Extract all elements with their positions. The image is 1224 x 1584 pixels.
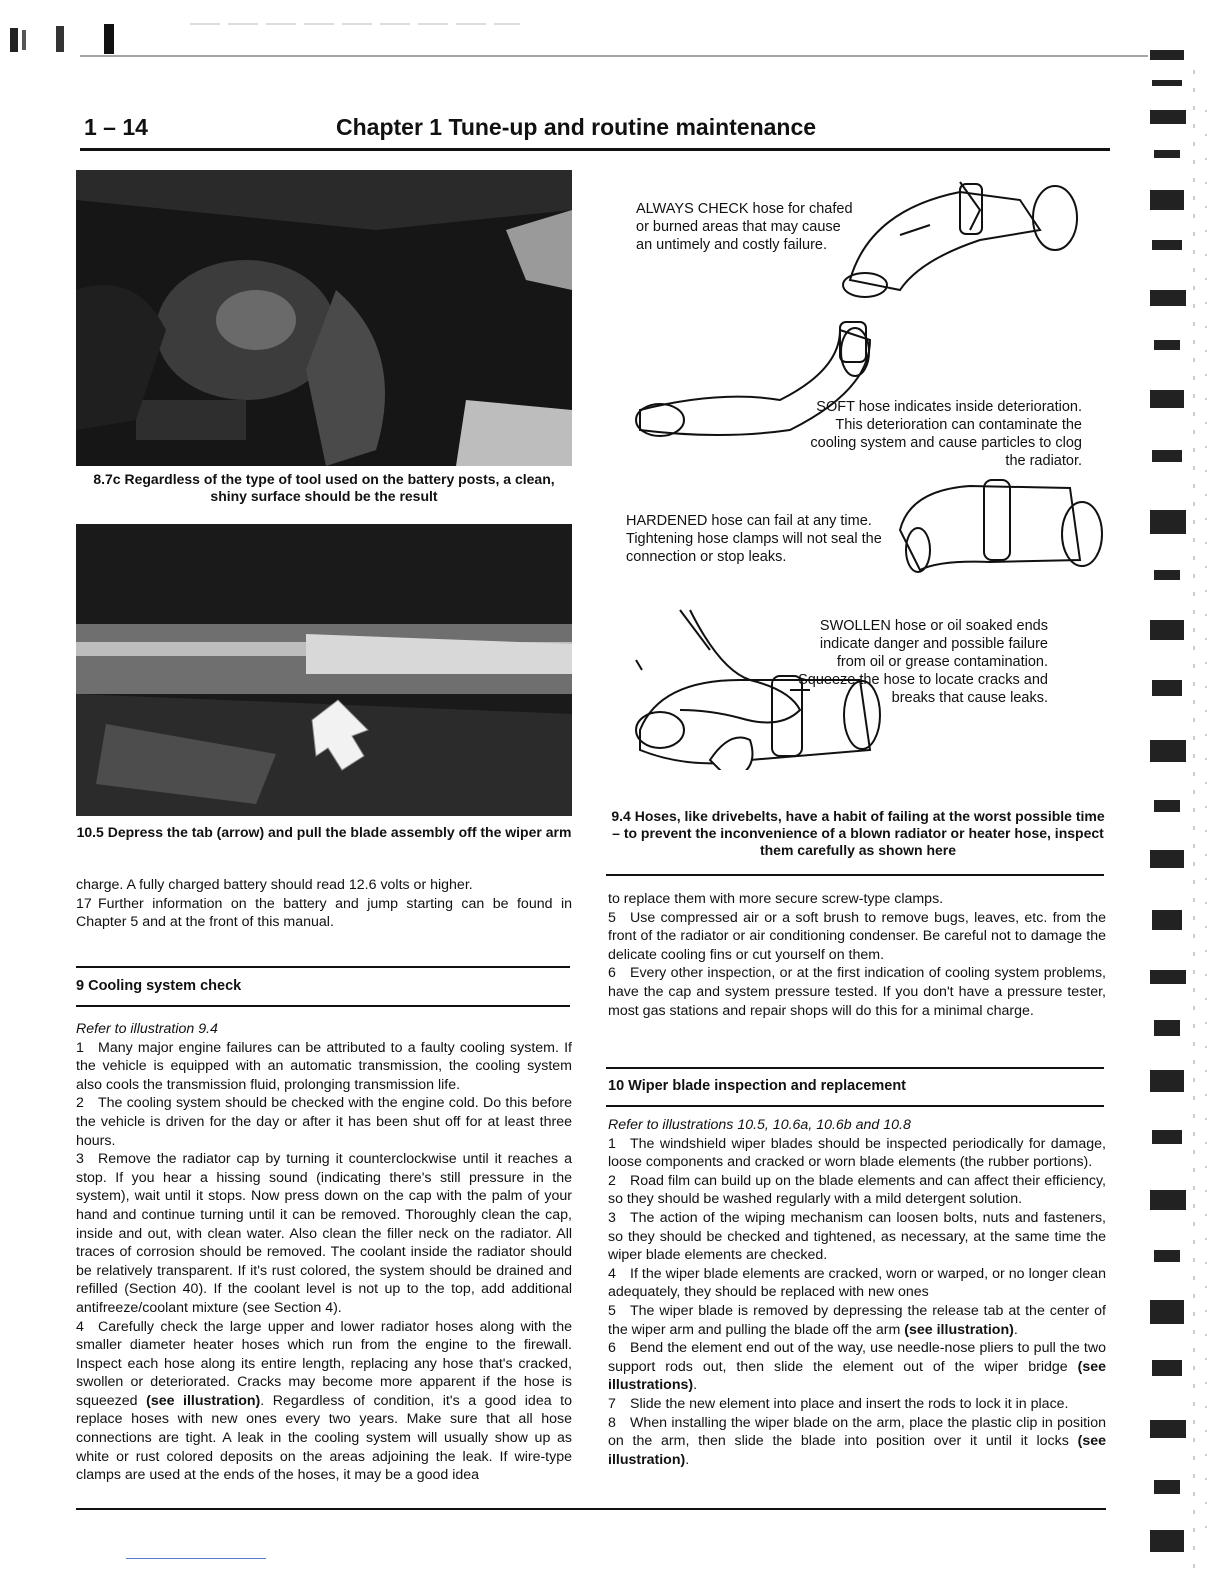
continued-text: to replace them with more secure screw-type clamps. (608, 891, 944, 907)
paragraph-number: 5 (608, 909, 616, 926)
paragraph-17 (76, 895, 572, 932)
paragraph-number: 2 (76, 1095, 84, 1112)
paragraph-text: The action of the wiping mechanism can loosen bolts, nuts and fasteners, so they should be checked and tightened, as necessary, at the same time the wiper blade elements are checked. (608, 1209, 1106, 1264)
section-10-refer: Refer to illustrations 10.5, 10.6a, 10.6b and 10.8 (608, 1117, 911, 1133)
photo-caption-8-7c: 8.7c Regardless of the type of tool used on the battery posts, a clean, shiny surface should be the result (93, 471, 555, 504)
paragraph-text: . (693, 1377, 698, 1394)
s10-paragraph-1 (608, 1135, 1106, 1172)
paragraph-text: . (685, 1451, 690, 1468)
s10-paragraph-5 (608, 1302, 1106, 1339)
paragraph-text: The cooling system should be checked with the engine cold. Do this before the vehicle is driven for the day or after it has been shut off for at least three hours. (76, 1095, 572, 1149)
section-10-top-rule (606, 1067, 1104, 1069)
see-illustrations-link[interactable]: (see illustrations) (608, 1358, 1106, 1394)
see-illustration-link[interactable]: (see illustration) (608, 1433, 1106, 1468)
paragraph-text: Remove the radiator cap by turning it counterclockwise until it reaches a stop. If you hear a hissing sound (indicating there's still pressure in the system), wait until it stops. Now press down on the cap with the palm of your hand and continue turning until it can be removed. Thoroughly clean the cap, inside and out, with clean water. Also clean the filler neck on the radiator. All traces of corrosion should be removed. The coolant inside the radiator should be relatively transparent. If it's rust colored, the system should be drained and refilled (Section 40). If the coolant level is not up to the top, add additional antifreeze/coolant mixture (see Section 4). (76, 1151, 572, 1316)
paragraph-number: 5 (608, 1302, 616, 1319)
s10-paragraph-4 (608, 1265, 1106, 1302)
paragraph-text: The windshield wiper blades should be inspected periodically for damage, loose components and cracked or worn blade elements (the rubber portions). (608, 1135, 1106, 1171)
hose-callout-always-check: ALWAYS CHECK hose for chafed or burned areas that may cause an untimely and costly failure. (636, 201, 853, 253)
s10-paragraph-7 (608, 1395, 1106, 1414)
paragraph-number: 2 (608, 1172, 616, 1189)
battery-post-photo (76, 170, 572, 466)
paragraph-number: 7 (608, 1395, 616, 1412)
paragraph-number: 17 (76, 895, 92, 912)
s9-paragraph-6 (608, 964, 1106, 1020)
scan-artifact-top (0, 10, 1224, 70)
s9-paragraph-2 (76, 1094, 572, 1150)
right-column-continued (608, 890, 1106, 1020)
s10-paragraph-2 (608, 1172, 1106, 1209)
s9-paragraph-3 (76, 1150, 572, 1317)
paragraph-text: . Regardless of condition, it's a good idea to replace hoses with new ones every two years. Make sure that all hose connections are tight. A leak in the cooling system will usually show up as white or rust colored deposits on the areas adjoining the leak. If wire-type clamps are used at the ends of the hoses, it may be a good idea (76, 1392, 572, 1484)
section-10-body (608, 1116, 1106, 1469)
chapter-title: Chapter 1 Tune-up and routine maintenance (336, 114, 817, 140)
see-illustration-link[interactable]: (see illustration) (146, 1392, 261, 1409)
paragraph-text: If the wiper blade elements are cracked, worn or warped, or no longer clean adequately, they should be replaced with new ones (608, 1265, 1106, 1301)
paragraph-text: Further information on the battery and jump starting can be found in Chapter 5 and at the front of this manual. (76, 895, 572, 931)
s9-paragraph-4 (76, 1318, 572, 1485)
paragraph-text: Road film can build up on the blade elements and can affect their efficiency, so they should be washed regularly with a mild detergent solution. (608, 1172, 1106, 1208)
paragraph-number: 1 (608, 1135, 616, 1152)
footer-underline (126, 1558, 266, 1559)
paragraph-number: 6 (608, 965, 616, 982)
wiper-blade-photo (76, 524, 572, 816)
s10-paragraph-8 (608, 1414, 1106, 1470)
paragraph-text: When installing the wiper blade on the arm, place the plastic clip in position on the arm, then slide the blade into position over it until it locks (608, 1414, 1106, 1450)
section-9-top-rule (76, 966, 570, 968)
paragraph-text: Carefully check the large upper and lower radiator hoses along with the smaller diameter heater hoses which run from the engine to the firewall. Inspect each hose along its entire length, replacing any hose that's cracked, swollen or deteriorated. Cracks may become more apparent if the hose is squeezed (76, 1318, 572, 1409)
paragraph-number: 1 (76, 1039, 84, 1056)
section-9-body (76, 1020, 572, 1485)
illustration-caption-9-4: 9.4 Hoses, like drivebelts, have a habit of failing at the worst possible time – to prevent the inconvenience of a blown radiator or heater hose, inspect them carefully as shown here (611, 808, 1105, 858)
paragraph-text: . (1013, 1321, 1018, 1338)
footer-rule (76, 1508, 1106, 1510)
paragraph-text: Bend the element end out of the way, use needle-nose pliers to pull the two support rods out, then slide the element out of the wiper bridge (608, 1340, 1106, 1375)
paragraph-number: 3 (608, 1209, 616, 1226)
paragraph-number: 6 (608, 1340, 616, 1357)
section-10-bottom-rule (606, 1105, 1104, 1107)
left-column-intro (76, 876, 572, 932)
s9-paragraph-1 (76, 1039, 572, 1095)
header-rule (80, 148, 1110, 151)
paragraph-text: Use compressed air or a soft brush to remove bugs, leaves, etc. from the front of the radiator or air conditioning condenser. Be careful not to damage the delicate cooling fins or cut yourself on them. (608, 909, 1106, 963)
caption-rule-right (606, 874, 1104, 876)
paragraph-text: Every other inspection, or at the first indication of cooling system problems, have the cap and system pressure tested. If you don't have a pressure tester, most gas stations and repair shops will do this for a minimal charge. (608, 965, 1106, 1019)
section-9-title: 9 Cooling system check (76, 978, 242, 994)
paragraph-number: 8 (608, 1414, 616, 1431)
s9-paragraph-5 (608, 909, 1106, 965)
section-10-title: 10 Wiper blade inspection and replacement (608, 1078, 907, 1094)
see-illustration-link[interactable]: (see illustration) (904, 1321, 1014, 1338)
section-9-refer: Refer to illustration 9.4 (76, 1021, 218, 1037)
hose-callout-soft: SOFT hose indicates inside deterioration. This deterioration can contaminate the cooling system and cause particles to clog the radiator. (810, 399, 1082, 469)
page-number: 1 – 14 (84, 114, 148, 140)
section-9-bottom-rule (76, 1005, 570, 1007)
hose-callout-hardened: HARDENED hose can fail at any time. Tightening hose clamps will not seal the connection or stop leaks. (626, 513, 882, 565)
hose-callout-swollen: SWOLLEN hose or oil soaked ends indicate danger and possible failure from oil or grease contamination. Squeeze the hose to locate cracks and breaks that cause leaks. (798, 618, 1048, 706)
intro-paragraph-charge: charge. A fully charged battery should read 12.6 volts or higher. (76, 877, 473, 893)
s10-paragraph-6 (608, 1339, 1106, 1395)
paragraph-text: Slide the new element into place and insert the rods to lock it in place. (630, 1395, 1069, 1412)
scan-artifact-right-edge (1148, 50, 1224, 1584)
paragraph-number: 3 (76, 1151, 84, 1168)
paragraph-number: 4 (76, 1318, 84, 1335)
paragraph-text: Many major engine failures can be attributed to a faulty cooling system. If the vehicle is equipped with an automatic transmission, the cooling system also cools the transmission fluid, prolonging transmission life. (76, 1039, 572, 1093)
paragraph-number: 4 (608, 1265, 616, 1282)
paragraph-text: The wiper blade is removed by depressing the release tab at the center of the wiper arm and pulling the blade off the arm (608, 1302, 1106, 1338)
s10-paragraph-3 (608, 1209, 1106, 1265)
photo-caption-10-5: 10.5 Depress the tab (arrow) and pull the blade assembly off the wiper arm (76, 824, 572, 840)
